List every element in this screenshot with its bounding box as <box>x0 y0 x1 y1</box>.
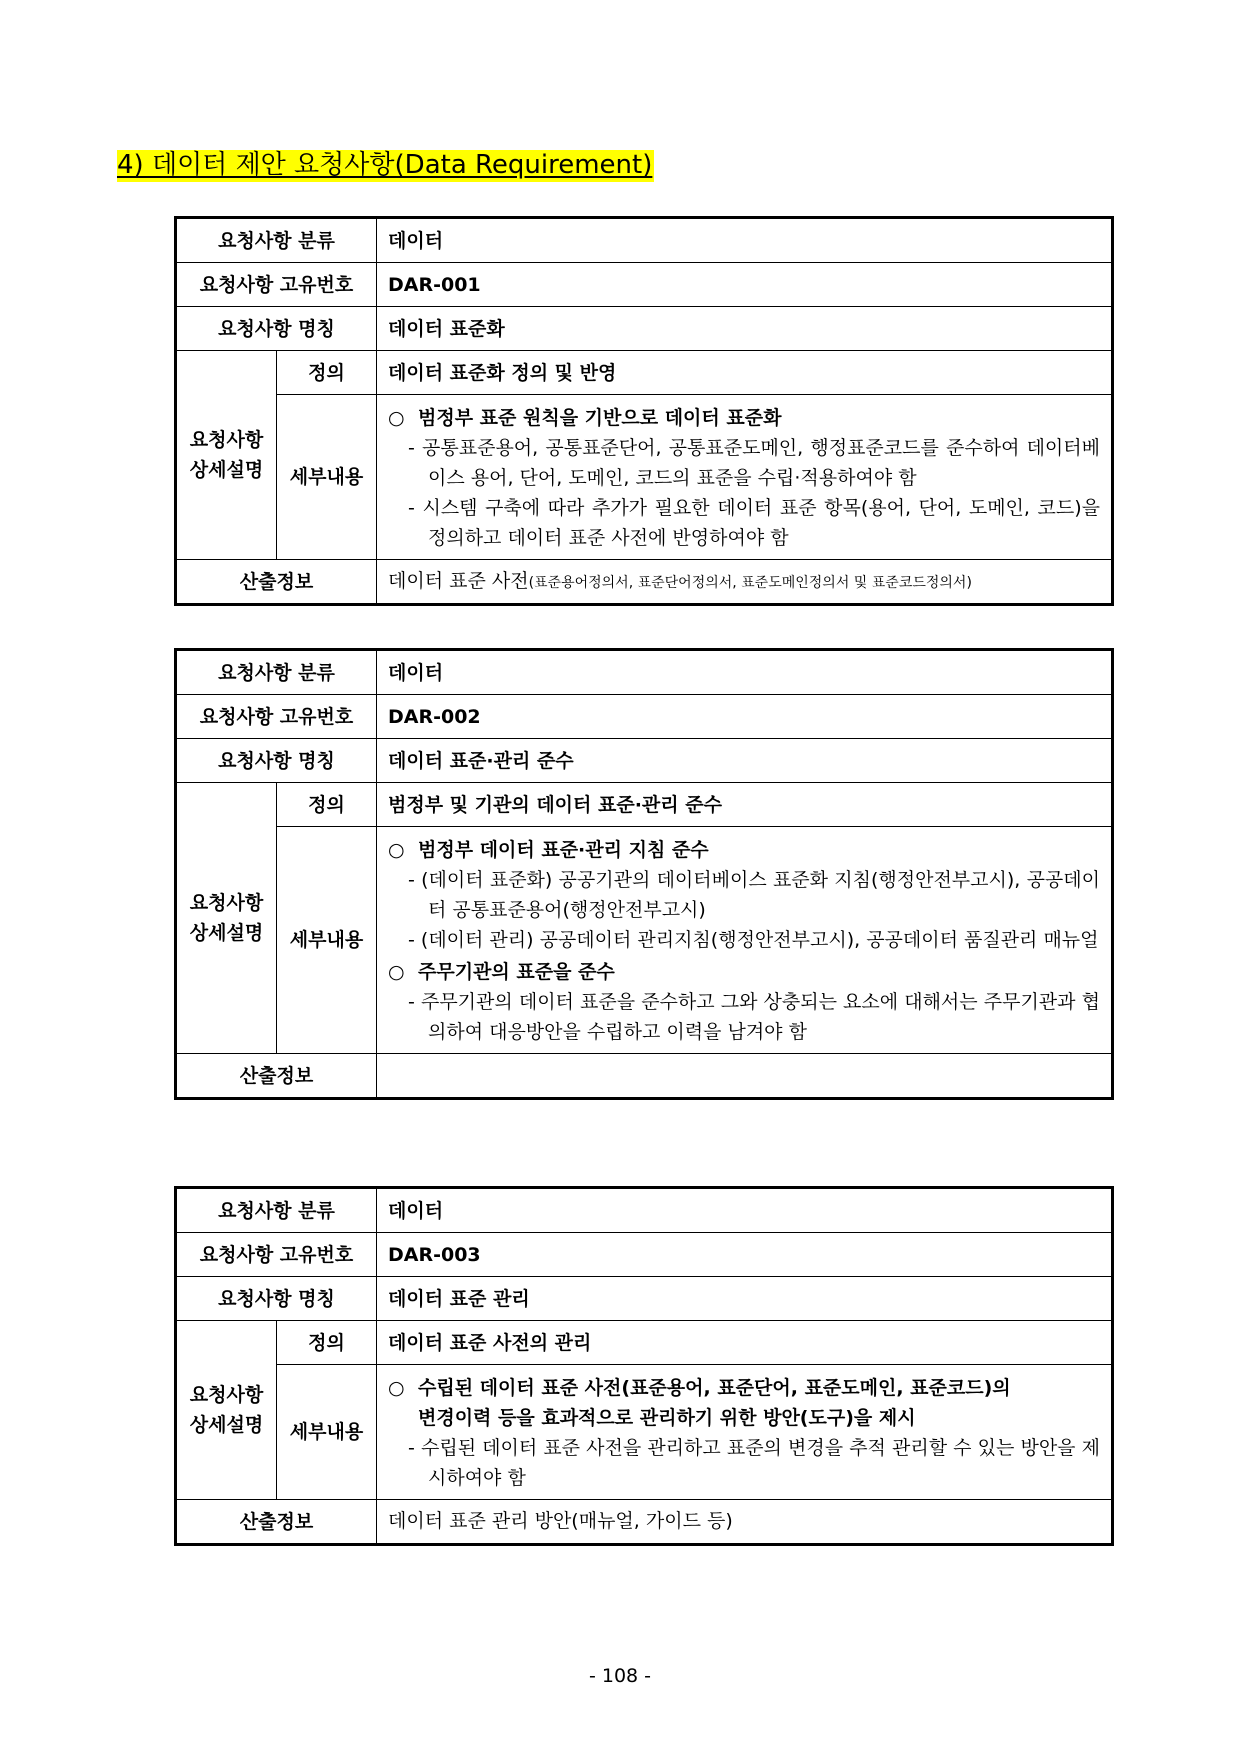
definition-value: 데이터 표준화 정의 및 반영 <box>377 351 1113 395</box>
category-row <box>176 218 1113 263</box>
details-row <box>176 1365 1113 1500</box>
category-label: 요청사항 분류 <box>176 1188 377 1233</box>
category-value: 데이터 <box>377 218 1113 263</box>
details-cell <box>377 1365 1113 1500</box>
name-value: 데이터 표준·관리 준수 <box>377 739 1113 783</box>
details-label: 세부내용 <box>277 395 377 560</box>
id-value: DAR-003 <box>377 1233 1113 1277</box>
details-cell <box>377 827 1113 1054</box>
details-label: 세부내용 <box>277 827 377 1054</box>
requirement-table-2 <box>174 648 1114 1100</box>
details-row <box>176 395 1113 560</box>
detail-description-label: 요청사항 상세설명 <box>176 783 277 1054</box>
definition-row <box>176 783 1113 827</box>
detail-sub-item: - 주무기관의 데이터 표준을 준수하고 그와 상충되는 요소에 대해서는 주무기관과 협의하여 대응방안을 수립하고 이력을 남겨야 함 <box>408 991 1100 1043</box>
category-label: 요청사항 분류 <box>176 650 377 695</box>
detail-bullet: ○ 범정부 표준 원칙을 기반으로 데이터 표준화 <box>388 407 782 429</box>
id-label: 요청사항 고유번호 <box>176 263 377 307</box>
id-value: DAR-002 <box>377 695 1113 739</box>
category-row <box>176 650 1113 695</box>
requirement-table-1 <box>174 216 1114 606</box>
definition-label: 정의 <box>277 1321 377 1365</box>
name-row <box>176 1277 1113 1321</box>
definition-value: 범정부 및 기관의 데이터 표준·관리 준수 <box>377 783 1113 827</box>
name-label: 요청사항 명칭 <box>176 307 377 351</box>
output-note: (표준용어정의서, 표준단어정의서, 표준도메인정의서 및 표준코드정의서) <box>528 574 972 591</box>
category-value: 데이터 <box>377 650 1113 695</box>
name-value: 데이터 표준화 <box>377 307 1113 351</box>
page-number: - 108 - <box>588 1665 652 1687</box>
name-row <box>176 307 1113 351</box>
detail-bullet: ○ 주무기관의 표준을 준수 <box>388 961 615 983</box>
output-label: 산출정보 <box>176 560 377 605</box>
name-label: 요청사항 명칭 <box>176 1277 377 1321</box>
output-value: 데이터 표준 관리 방안(매뉴얼, 가이드 등) <box>377 1500 1113 1545</box>
detail-sub-item: - (데이터 관리) 공공데이터 관리지침(행정안전부고시), 공공데이터 품질관리 매뉴얼 <box>408 929 1099 951</box>
details-label: 세부내용 <box>277 1365 377 1500</box>
output-row <box>176 1054 1113 1099</box>
name-row <box>176 739 1113 783</box>
detail-bullet: ○ 범정부 데이터 표준·관리 지침 준수 <box>388 839 709 861</box>
definition-row <box>176 1321 1113 1365</box>
id-row <box>176 263 1113 307</box>
id-row <box>176 1233 1113 1277</box>
details-cell <box>377 395 1113 560</box>
output-row <box>176 560 1113 605</box>
requirement-table-3 <box>174 1186 1114 1546</box>
definition-value: 데이터 표준 사전의 관리 <box>377 1321 1113 1365</box>
output-row <box>176 1500 1113 1545</box>
detail-sub-item: - (데이터 표준화) 공공기관의 데이터베이스 표준화 지침(행정안전부고시), 공공데이터 공통표준용어(행정안전부고시) <box>408 869 1100 921</box>
page-heading <box>117 148 654 182</box>
detail-sub-item: - 수립된 데이터 표준 사전을 관리하고 표준의 변경을 추적 관리할 수 있는 방안을 제시하여야 함 <box>408 1437 1100 1489</box>
details-row <box>176 827 1113 1054</box>
page-heading-text: 4) 데이터 제안 요청사항(Data Requirement) <box>117 150 653 180</box>
definition-label: 정의 <box>277 783 377 827</box>
id-value: DAR-001 <box>377 263 1113 307</box>
category-value: 데이터 <box>377 1188 1113 1233</box>
name-value: 데이터 표준 관리 <box>377 1277 1113 1321</box>
detail-sub-item: - 공통표준용어, 공통표준단어, 공통표준도메인, 행정표준코드를 준수하여 데이터베이스 용어, 단어, 도메인, 코드의 표준을 수립·적용하여야 함 <box>408 437 1100 489</box>
detail-sub-item: - 시스템 구축에 따라 추가가 필요한 데이터 표준 항목(용어, 단어, 도메인, 코드)을 정의하고 데이터 표준 사전에 반영하여야 함 <box>408 497 1100 549</box>
id-label: 요청사항 고유번호 <box>176 1233 377 1277</box>
detail-bullet: ○ 수립된 데이터 표준 사전(표준용어, 표준단어, 표준도메인, 표준코드)의 변경이력 등을 효과적으로 관리하기 위한 방안(도구)을 제시 <box>388 1377 1011 1429</box>
name-label: 요청사항 명칭 <box>176 739 377 783</box>
id-label: 요청사항 고유번호 <box>176 695 377 739</box>
detail-description-label: 요청사항 상세설명 <box>176 1321 277 1500</box>
definition-row <box>176 351 1113 395</box>
output-value <box>377 1054 1113 1099</box>
definition-label: 정의 <box>277 351 377 395</box>
output-label: 산출정보 <box>176 1054 377 1099</box>
category-label: 요청사항 분류 <box>176 218 377 263</box>
detail-description-label: 요청사항 상세설명 <box>176 351 277 560</box>
output-label: 산출정보 <box>176 1500 377 1545</box>
id-row <box>176 695 1113 739</box>
category-row <box>176 1188 1113 1233</box>
output-value: 데이터 표준 사전(표준용어정의서, 표준단어정의서, 표준도메인정의서 및 표준코드정의서) <box>377 560 1113 605</box>
